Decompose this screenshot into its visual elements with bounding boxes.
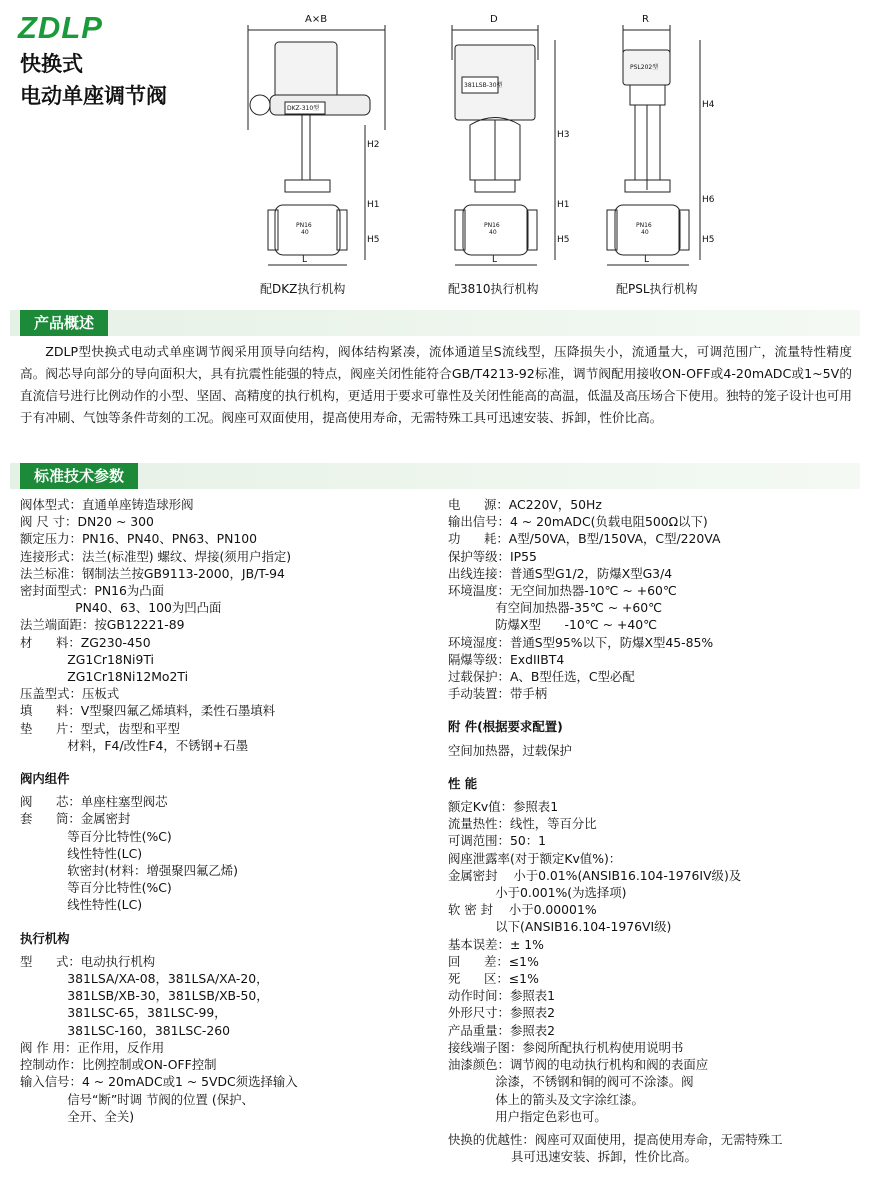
spec-line: 阀 芯：单座柱塞型阀芯 (20, 794, 168, 810)
valve-drawings-svg (230, 0, 860, 300)
fig3-body-label2: 40 (641, 229, 649, 236)
spec-line: ZG1Cr18Ni9Ti (20, 651, 154, 667)
spec-line: 功 耗：A型/50VA，B型/150VA，C型/220VA (448, 531, 721, 547)
spec-line: 流量热性：线性，等百分比 (448, 816, 597, 832)
spec-line: 阀体型式：直通单座铸造球形阀 (20, 497, 194, 512)
spec-line: 电 源：AC220V，50Hz (448, 497, 602, 512)
spec-line: 环境湿度：普通S型95%以下，防爆X型45-85% (448, 634, 714, 650)
specs-section-title: 标准技术参数 (20, 463, 138, 489)
spec-line: 接线端子图：参阅所配执行机构使用说明书 (448, 1039, 684, 1055)
fig1-caption: 配DKZ执行机构 (260, 282, 346, 296)
spec-line: 线性特性(LC) (20, 845, 143, 861)
spec-line: 软 密 封 小于0.00001% (448, 902, 597, 918)
fig1-actuator-label: DKZ-310型 (287, 105, 320, 112)
spec-line: 材料，F4/改性F4，不锈钢+石墨 (20, 737, 249, 753)
actuator-heading: 执行机构 (20, 930, 70, 946)
spec-line: 油漆颜色：调节阀的电动执行机构和阀的表面应 (448, 1057, 709, 1073)
valve-internals-heading: 阀内组件 (20, 771, 70, 787)
spec-line: 全开、全关) (20, 1108, 135, 1124)
fig2-dim-top: D (490, 14, 498, 25)
spec-line: 环境温度：无空间加热器-10℃ ~ +60℃ (448, 583, 677, 599)
spec-line: 381LSC-160，381LSC-260 (20, 1022, 231, 1038)
fig2-dim-h5: H5 (557, 235, 570, 245)
spec-line: 回 差：≤1% (448, 953, 539, 969)
spec-line: 隔爆等级：ExdIIBT4 (448, 651, 565, 667)
spec-line: 输出信号：4 ~ 20mADC(负载电阻500Ω以下) (448, 514, 708, 530)
performance-heading: 性 能 (448, 775, 478, 791)
page-title-line1: 快换式 (20, 52, 83, 76)
fig1-body-label2: 40 (301, 229, 309, 236)
spec-line: 额定Kv值：参照表1 (448, 799, 559, 815)
spec-line: 金属密封 小于0.01%(ANSIB16.104-1976IV级)及 (448, 867, 742, 883)
fig2-dim-h1: H1 (557, 200, 570, 210)
accessory-list (448, 742, 858, 759)
spec-line: 输入信号：4 ~ 20mADC或1 ~ 5VDC须选择输入 (20, 1074, 298, 1090)
spec-line: 材 料：ZG230-450 (20, 634, 151, 650)
spec-line: 过载保护：A、B型任选，C型必配 (448, 669, 635, 685)
fig2-body-label: PN16 (484, 222, 500, 229)
spec-line: 出线连接：普通S型G1/2，防爆X型G3/4 (448, 565, 673, 581)
spec-line: 压盖型式：压板式 (20, 686, 120, 702)
spec-line: 阀座泄露率(对于额定Kv值%)： (448, 850, 622, 866)
accessory-heading: 附 件(根据要求配置) (448, 719, 563, 735)
spec-line: 外形尺寸：参照表2 (448, 1005, 556, 1021)
overview-section-bar (10, 310, 860, 336)
fig2-body-label2: 40 (489, 229, 497, 236)
spec-line: 可调范围：50：1 (448, 833, 546, 849)
spec-line: 手动装置：带手柄 (448, 686, 548, 702)
figure-psl (607, 25, 700, 265)
fig2-actuator-label: 381LSB-30型 (464, 82, 503, 89)
spec-line: 小于0.001%(为选择项) (448, 885, 627, 901)
valve-internals-list (20, 793, 440, 913)
spec-line: 密封面型式：PN16为凸面 (20, 583, 165, 599)
spec-line: 等百分比特性(%C) (20, 880, 172, 896)
fig3-dim-h6: H6 (702, 195, 715, 205)
spec-line: 产品重量：参照表2 (448, 1022, 556, 1038)
spec-line: 具可迅速安装、拆卸，性价比高。 (448, 1149, 697, 1165)
spec-line: 垫 片：型式，齿型和平型 (20, 720, 180, 736)
fig3-body-label: PN16 (636, 222, 652, 229)
spec-line: 填 料：V型聚四氟乙烯填料，柔性石墨填料 (20, 703, 276, 719)
spec-line: 保护等级：IP55 (448, 548, 537, 564)
figure-3810 (452, 25, 555, 265)
fig1-dim-h1: H1 (367, 200, 380, 210)
fig2-dim-h3: H3 (557, 130, 570, 140)
spec-line: 防爆X型 -10℃ ~ +40℃ (448, 617, 658, 633)
spec-line: 额定压力：PN16、PN40、PN63、PN100 (20, 531, 258, 547)
specs-section-bar (10, 463, 860, 489)
fig3-dim-l: L (644, 255, 650, 265)
spec-line: 381LSB/XB-30，381LSB/XB-50， (20, 988, 269, 1004)
fig3-dim-top: R (642, 14, 649, 25)
fig3-dim-h4: H4 (702, 100, 715, 110)
fig2-caption: 配3810执行机构 (448, 282, 539, 296)
spec-line: 控制动作：比例控制或ON-OFF控制 (20, 1057, 217, 1073)
spec-right-column (448, 496, 858, 1165)
spec-line: 死 区：≤1% (448, 971, 539, 987)
spec-line: 动作时间：参照表1 (448, 988, 556, 1004)
advantage-list (448, 1131, 858, 1165)
spec-line: 涂漆，不锈钢和铜的阀可不涂漆。阀 (448, 1074, 694, 1090)
fig3-caption: 配PSL执行机构 (616, 282, 698, 296)
spec-line: PN40、63、100为凹凸面 (20, 600, 222, 616)
spec-line: 软密封(材料：增强聚四氟乙烯) (20, 863, 239, 879)
spec-line: 法兰标准：钢制法兰按GB9113-2000，JB/T-94 (20, 565, 285, 581)
fig1-dim-h2: H2 (367, 140, 380, 150)
fig1-dim-top: A×B (305, 14, 328, 25)
spec-line: 法兰端面距：按GB12221-89 (20, 617, 185, 633)
fig3-actuator-label: PSL202型 (630, 64, 659, 71)
spec-line: 线性特性(LC) (20, 897, 143, 913)
spec-line: 连接形式：法兰(标准型) 螺纹、焊接(须用户指定) (20, 548, 292, 564)
performance-list (448, 798, 858, 1125)
spec-line: 阀 作 用：正作用，反作用 (20, 1039, 165, 1055)
brand-logo: ZDLP (18, 10, 103, 45)
spec-line: 空间加热器，过载保护 (448, 742, 572, 758)
fig2-dim-l: L (492, 255, 498, 265)
body-specs-list (20, 496, 440, 754)
figure-dkz (248, 25, 385, 265)
page-title-line2: 电动单座调节阀 (20, 84, 167, 108)
spec-line: 有空间加热器-35℃ ~ +60℃ (448, 600, 663, 616)
spec-line: 381LSA/XA-08，381LSA/XA-20， (20, 971, 269, 987)
spec-line: 阀 尺 寸：DN20 ~ 300 (20, 514, 154, 530)
spec-line: 套 筒：金属密封 (20, 811, 131, 827)
fig1-dim-l: L (302, 255, 308, 265)
spec-line: 信号“断”时调 节阀的位置 (保护、 (20, 1091, 254, 1107)
electrical-specs-list (448, 496, 858, 702)
spec-line: 以下(ANSIB16.104-1976VI级) (448, 919, 672, 935)
fig1-body-label: PN16 (296, 222, 312, 229)
valve-drawings (230, 0, 860, 300)
overview-paragraph: ZDLP型快换式电动式单座调节阀采用顶导向结构，阀体结构紧凑，流体通道呈S流线型，压降损失小，流通量大，可调范围广，流量特性精度高。阀芯导向部分的导向面积大，具有抗震性能强的特点，阀座关闭性能符合GB/T4213-92标准，调节阀配用接收ON-OFF或4-20mADC或1~5V的直流信号进行比例动作的小型、坚固、高精度的执行机构，更适用于要求可靠性及关闭性能高的高温，低温及高压场合下使用。独特的笼子设计也可用于有冲刷、气蚀等条件苛刻的工况。阀座可双面使用，提高使用寿命，无需特殊工具可迅速安装、拆卸，性价比高。 (20, 344, 852, 425)
spec-line: 381LSC-65，381LSC-99， (20, 1005, 227, 1021)
overview-section-title: 产品概述 (20, 310, 108, 336)
spec-line: ZG1Cr18Ni12Mo2Ti (20, 669, 189, 685)
spec-line: 快换的优越性：阀座可双面使用，提高使用寿命，无需特殊工 (448, 1131, 783, 1147)
spec-line: 型 式：电动执行机构 (20, 953, 156, 969)
spec-left-column (20, 496, 440, 1125)
spec-line: 体上的箭头及文字涂红漆。 (448, 1091, 644, 1107)
actuator-list (20, 953, 440, 1125)
fig1-dim-h5: H5 (367, 235, 380, 245)
fig3-dim-h5: H5 (702, 235, 715, 245)
spec-line: 等百分比特性(%C) (20, 828, 172, 844)
spec-line: 基本误差：± 1% (448, 936, 544, 952)
spec-line: 用户指定色彩也可。 (448, 1108, 607, 1124)
